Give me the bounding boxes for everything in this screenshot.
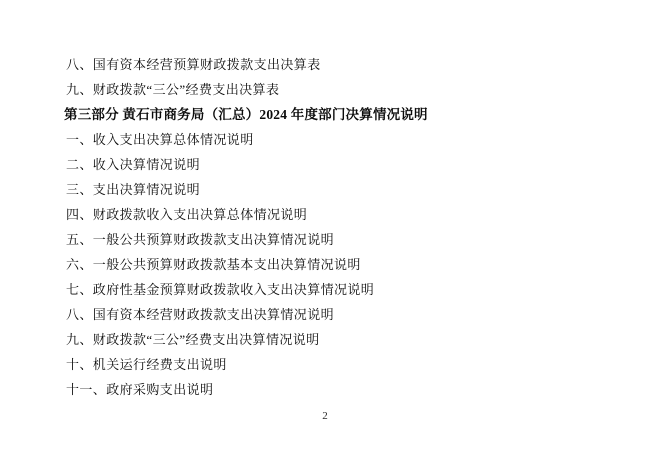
toc-line: 三、支出决算情况说明	[66, 182, 201, 197]
toc-line: 二、收入决算情况说明	[66, 157, 201, 172]
toc-line: 一、收入支出决算总体情况说明	[66, 132, 254, 147]
toc-line: 八、国有资本经营财政拨款支出决算情况说明	[66, 307, 335, 322]
toc-line: 五、一般公共预算财政拨款支出决算情况说明	[66, 232, 335, 247]
toc-line: 四、财政拨款收入支出决算总体情况说明	[66, 207, 308, 222]
toc-line: 六、一般公共预算财政拨款基本支出决算情况说明	[66, 257, 361, 272]
section-heading: 第三部分 黄石市商务局（汇总）2024 年度部门决算情况说明	[64, 107, 428, 122]
toc-line: 九、财政拨款“三公”经费支出决算情况说明	[66, 332, 320, 347]
page-number: 2	[322, 410, 328, 422]
toc-line: 九、财政拨款“三公”经费支出决算表	[66, 82, 280, 97]
toc-line: 八、国有资本经营预算财政拨款支出决算表	[66, 57, 321, 72]
toc-line: 十、机关运行经费支出说明	[66, 357, 227, 372]
toc-line: 十一、政府采购支出说明	[66, 382, 214, 397]
toc-line: 七、政府性基金预算财政拨款收入支出决算情况说明	[66, 282, 375, 297]
